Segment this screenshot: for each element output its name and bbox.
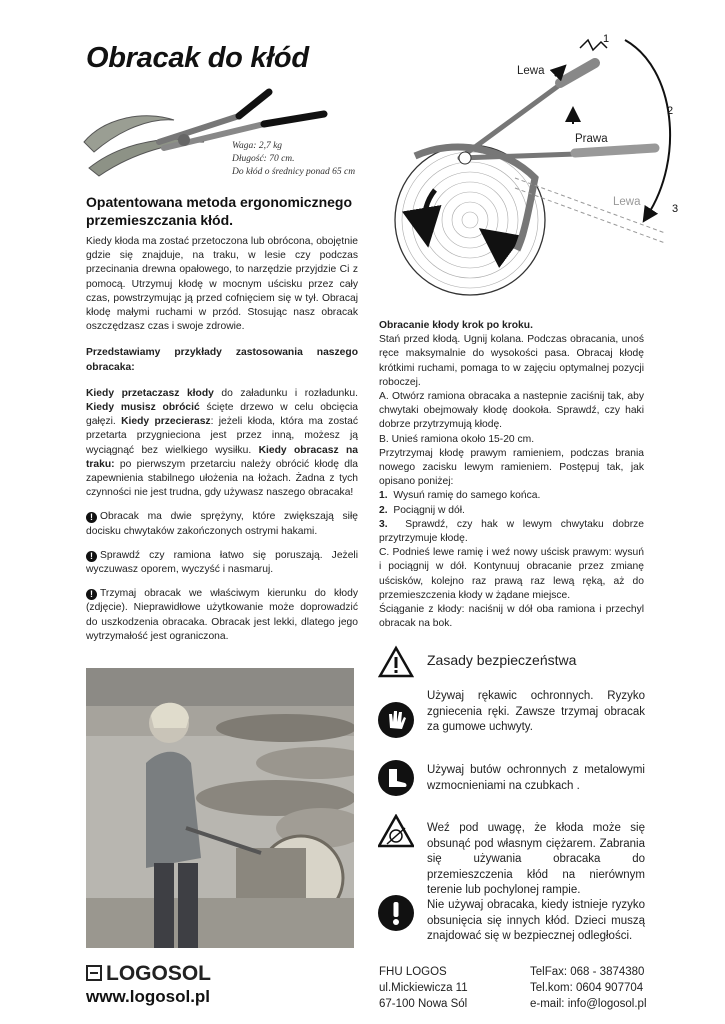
exclamation-icon: ! <box>86 512 97 523</box>
label-lewa-bottom: Lewa <box>613 196 641 208</box>
step-1-marker: 1 <box>603 33 610 45</box>
warning-direction: ! Trzymaj obracak we właściwym kierunku do kłody (zdjęcie). Nieprawidłowe użytkowanie może doprowadzić do uszkodzenia obracaka. Obracak jest lekki, dlatego jego wytrzymałość jest ograniczona. <box>86 588 358 642</box>
exclamation-icon: ! <box>86 551 97 562</box>
contact-email[interactable]: e-mail: info@logosol.pl <box>530 998 647 1010</box>
label-lewa-top: Lewa <box>517 65 545 77</box>
step-2-marker: 2 <box>667 105 674 117</box>
steps-p1: Stań przed kłodą. Ugnij kolana. Podczas obracania, unoś ręce maksymalnie do wysokości pasa. Obracaj kłodę krótkimi ruchami, pomaga to w zajęciu optymalnej pozycji roboczej. <box>379 334 644 388</box>
exclamation-icon <box>378 895 414 931</box>
step-2: 2. Pociągnij w dół. <box>379 504 465 516</box>
safety-gloves: Używaj rękawic ochronnych. Ryzyko zgniecenia ręki. Zawsze trzymaj obracak za gumowe uchwyty. <box>427 690 645 733</box>
company-city: 67-100 Nowa Sól <box>379 998 468 1010</box>
warning-springs: ! Obracak ma dwie sprężyny, które zwiększają siłę docisku chwytaków zakończonych ostrymi hakami. <box>86 511 358 537</box>
intro-paragraph: Kiedy kłoda ma zostać przetoczona lub obrócona, obojętnie gdzie się znajduje, na traku, w lesie czy podczas przecinania drewna opałowego, to narzędzie przyjdzie Ci z pomocą. Utrzymuj kłodę w mocnym uścisku przez cały czas, powstrzymując ją przed cofnięciem się w tył. Obracaj kłodę małymi ruchami w przód. Stosując nasz obracak oszczędzasz czas i swoje zdrowie. <box>86 236 358 333</box>
safety-title: Zasady bezpieczeństwa <box>427 652 577 668</box>
exclamation-icon: ! <box>86 589 97 600</box>
gloves-icon <box>378 702 414 738</box>
contact-telkom: Tel.kom: 0604 907704 <box>530 982 644 994</box>
company-name: FHU LOGOS <box>379 966 447 978</box>
label-prawa: Prawa <box>575 133 608 145</box>
tool-specs <box>232 140 355 179</box>
safety-boots: Używaj butów ochronnych z metalowymi wzmocnieniami na czubkach . <box>427 764 645 792</box>
warning-triangle-icon <box>378 645 414 679</box>
spec-weight: Waga: 2,7 kg <box>232 141 283 151</box>
logo-icon <box>86 965 102 981</box>
examples-paragraph: Kiedy przetaczasz kłody do załadunku i rozładunku. Kiedy musisz obrócić ścięte drzewo w celu obcięcia gałęzi. Kiedy przecierasz: jeżeli kłoda, która ma zostać przetarta przygnieciona jest przez inną, możesz ją wyciągnąć bez wielkiego wysiłku. Kiedy obracasz na traku: po pierwszym przetarciu należy obrócić kłodę dla zapewnienia stabilnego ułożenia na łożach. Żadna z tych czynności nie jest trudna, gdy używasz naszego obracaka! <box>86 387 358 499</box>
right-column <box>379 319 644 631</box>
examples-heading: Przedstawiamy przykłady zastosowania naszego obracaka: <box>86 347 358 373</box>
company-address <box>379 964 468 1012</box>
steps-p3: B. Unieś ramiona około 15-20 cm. <box>379 433 535 445</box>
company-street: ul.Mickiewicza 11 <box>379 982 468 994</box>
step-3: 3. Sprawdź, czy hak w lewym chwytaku dobrze przytrzymuje kłodę. <box>379 518 644 545</box>
step-1: 1. Wysuń ramię do samego końca. <box>379 490 541 502</box>
page-title: Obracak do kłód <box>86 42 309 74</box>
boots-icon <box>378 760 414 796</box>
safety-general: Nie używaj obracaka, kiedy istnieje ryzyko obsunięcia się innych kłód. Dzieci muszą znajdować się w bezpiecznej odległości. <box>427 899 645 942</box>
safety-slope: Weź pod uwagę, że kłoda może się obsunąć pod własnym ciężarem. Zabrania się używania obracaka do przemieszczenia kłód na nierównym terenie lub pochylonej rampie. <box>427 822 645 896</box>
usage-photo <box>86 668 354 948</box>
company-contact <box>530 964 647 1012</box>
steps-heading: Obracanie kłody krok po kroku. <box>379 320 533 331</box>
left-column <box>86 235 358 644</box>
subtitle: Opatentowana metoda ergonomicznego przemieszczania kłód. <box>86 194 353 228</box>
logosol-logo: LOGOSOL <box>86 962 211 986</box>
rolling-log-hazard-icon <box>378 814 414 850</box>
website-link[interactable]: www.logosol.pl <box>86 987 211 1006</box>
steps-p5: C. Podnieś lewe ramię i weź nowy uścisk prawym: wysuń i pociągnij w dół. Kontynuuj obracanie przez zmianę uścisków, kolejno raz prawą raz lewą ręką, aż do przemieszczenia kłody w żądane miejsce. <box>379 547 644 601</box>
steps-p4: Przytrzymaj kłodę prawym ramieniem, podczas brania nowego zacisku lewym ramieniem. Postępuj tak, jak opisano poniżej: <box>379 447 644 488</box>
usage-diagram <box>385 28 695 308</box>
step-3-marker: 3 <box>672 203 679 215</box>
steps-p2: A. Otwórz ramiona obracaka a nastepnie zaciśnij tak, aby chwytaki obejmowały kłodę dookoła. Sprawdź, czy haki dobrze przytrzymują kłodę. <box>379 391 644 431</box>
spec-length: Długość: 70 cm. <box>232 154 295 164</box>
steps-p6: Ściąganie z kłody: naciśnij w dół oba ramiona i przechyl obracak na bok. <box>379 604 644 630</box>
warning-arms: ! Sprawdź czy ramiona łatwo się poruszają. Jeżeli wyczuwasz oporem, wyczyść i nasmaruj. <box>86 549 358 576</box>
spec-diameter: Do kłód o średnicy ponad 65 cm <box>232 167 356 177</box>
contact-telfax: TelFax: 068 - 3874380 <box>530 966 645 978</box>
